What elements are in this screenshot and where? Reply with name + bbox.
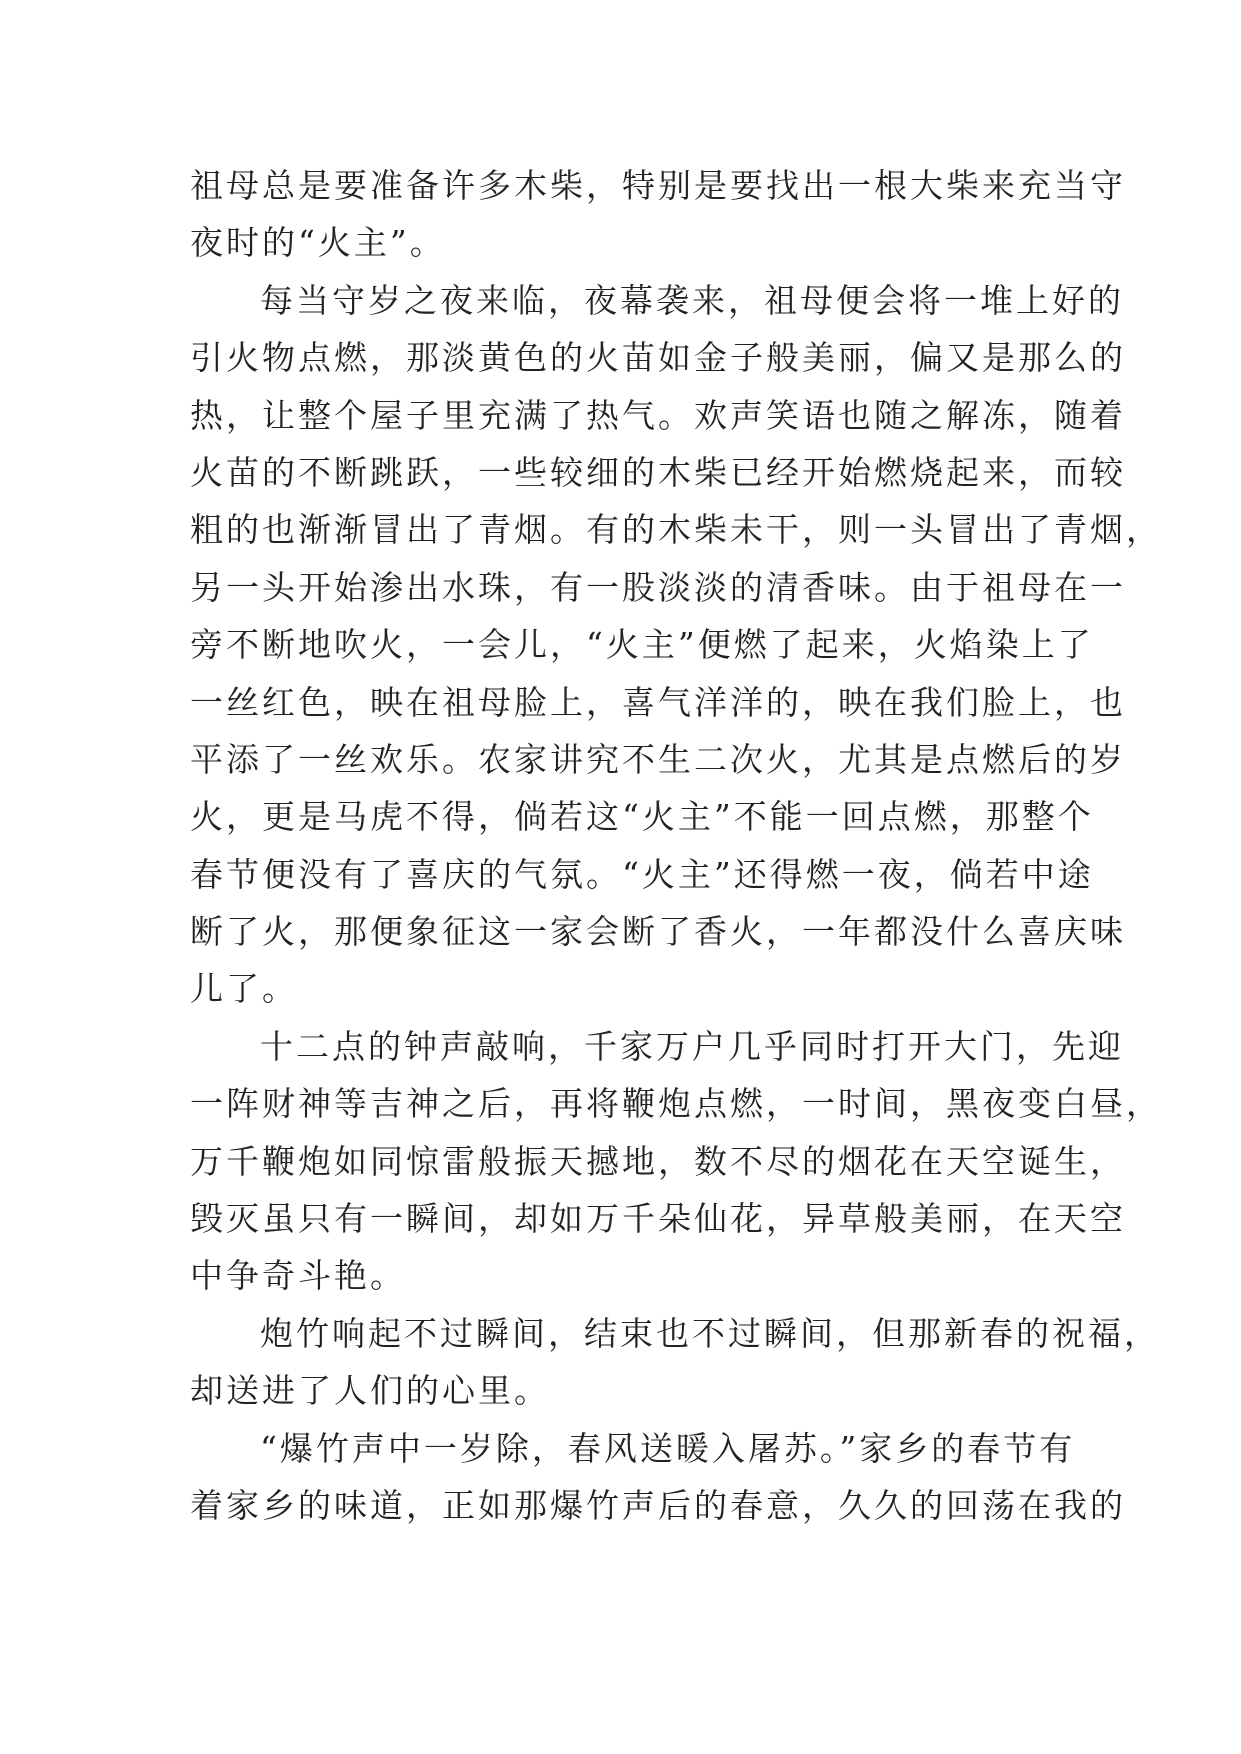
- text-line: 炮竹响起不过瞬间，结束也不过瞬间，但那新春的祝福，: [260, 1313, 1160, 1353]
- text-line: 却送进了人们的心里。: [190, 1371, 550, 1411]
- text-line: 热，让整个屋子里充满了热气。欢声笑语也随之解冻，随着: [190, 395, 1126, 435]
- text-line: 火，更是马虎不得，倘若这“火主”不能一回点燃，那整个: [190, 797, 1094, 837]
- text-line: 十二点的钟声敲响，千家万户几乎同时打开大门，先迎: [260, 1026, 1124, 1066]
- text-line: 断了火，那便象征这一家会断了香火，一年都没什么喜庆味: [190, 912, 1126, 952]
- text-line: 另一头开始渗出水珠，有一股淡淡的清香味。由于祖母在一: [190, 567, 1126, 607]
- text-line: 平添了一丝欢乐。农家讲究不生二次火，尤其是点燃后的岁: [190, 739, 1126, 779]
- text-line: 旁不断地吹火，一会儿，“火主”便燃了起来，火焰染上了: [190, 625, 1094, 665]
- text-line: 春节便没有了喜庆的气氛。“火主”还得燃一夜，倘若中途: [190, 854, 1094, 894]
- text-line: 每当守岁之夜来临，夜幕袭来，祖母便会将一堆上好的: [260, 280, 1124, 320]
- text-line: 万千鞭炮如同惊雷般振天撼地，数不尽的烟花在天空诞生，: [190, 1141, 1126, 1181]
- text-line: 祖母总是要准备许多木柴，特别是要找出一根大柴来充当守: [190, 166, 1126, 205]
- text-line: 毁灭虽只有一瞬间，却如万千朵仙花，异草般美丽，在天空: [190, 1199, 1126, 1239]
- text-line: 引火物点燃，那淡黄色的火苗如金子般美丽，偏又是那么的: [190, 338, 1126, 378]
- text-line: 中争奇斗艳。: [190, 1256, 406, 1296]
- text-line: 火苗的不断跳跃，一些较细的木柴已经开始燃烧起来，而较: [190, 452, 1126, 492]
- text-line: 一阵财神等吉神之后，再将鞭炮点燃，一时间，黑夜变白昼，: [190, 1084, 1162, 1124]
- text-line: 夜时的“火主”。: [190, 223, 446, 263]
- document-body: [190, 157, 1162, 1534]
- text-line: 一丝红色，映在祖母脸上，喜气洋洋的，映在我们脸上，也: [190, 682, 1126, 722]
- text-line: 粗的也渐渐冒出了青烟。有的木柴未干，则一头冒出了青烟，: [190, 510, 1162, 550]
- text-line: “爆竹声中一岁除，春风送暖入屠苏。”家乡的春节有: [260, 1428, 1076, 1468]
- text-line: 儿了。: [190, 969, 298, 1009]
- text-line: 着家乡的味道，正如那爆竹声后的春意，久久的回荡在我的: [190, 1485, 1126, 1525]
